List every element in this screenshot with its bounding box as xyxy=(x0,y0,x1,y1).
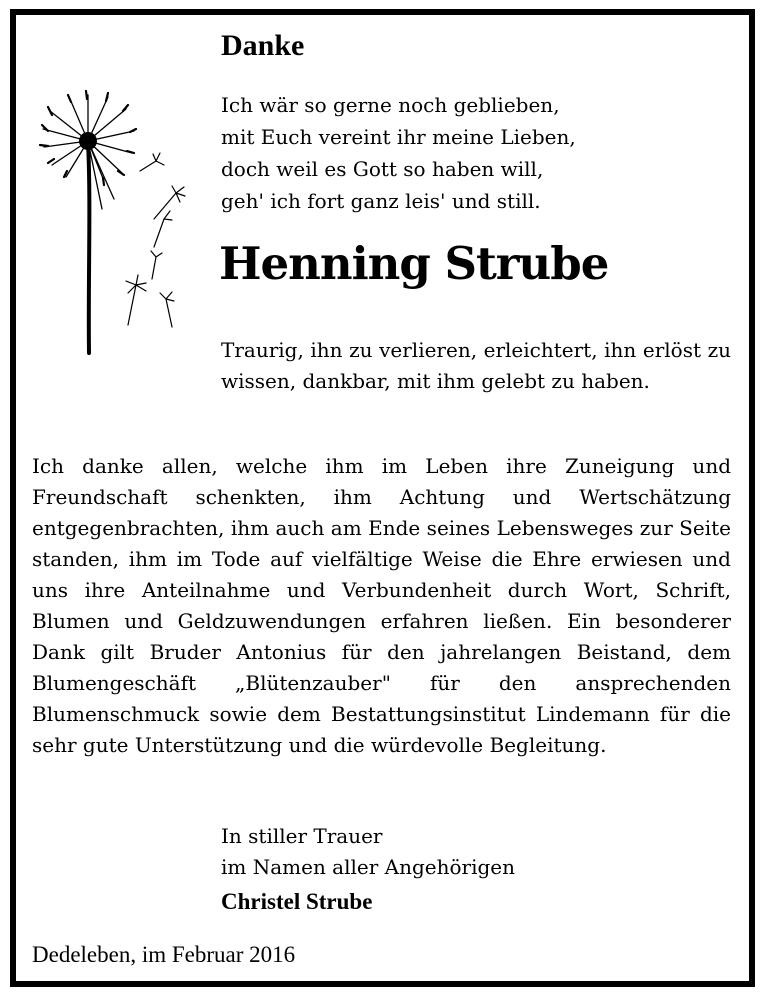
closing xyxy=(221,821,515,883)
intro-text: Traurig, ihn zu verlieren, erleichtert, ihn erlöst zu wissen, dankbar, mit ihm gelebt zu haben. xyxy=(221,338,731,393)
poem-line: geh' ich fort ganz leis' und still. xyxy=(221,189,541,213)
deceased-name: Henning Strube xyxy=(219,237,609,290)
poem-line: Ich wär so gerne noch geblieben, xyxy=(221,93,560,117)
closing-line: im Namen aller Angehörigen xyxy=(221,855,516,879)
notice-title: Danke xyxy=(221,29,305,62)
poem xyxy=(221,89,576,217)
signer-name: Christel Strube xyxy=(221,889,373,914)
poem-line: doch weil es Gott so haben will, xyxy=(221,157,544,181)
thanks-text: Ich danke allen, welche ihm im Leben ihre Zuneigung und Freundschaft schenkten, ihm Achtung und Wertschätzung entgegenbrachten, ihm auch am Ende seines Lebensweges zur Seite standen, ihm im Tode auf vielfältige Weise die Ehre erwiesen und uns ihre Anteilnahme und Verbundenheit durch Wort, Schrift, Blumen und Geldzuwendungen erfahren ließen. Ein besonderer Dank gilt Bruder Antonius für den jahrelangen Beistand, dem Blumengeschäft „Blütenzauber" für den ansprechenden Blumenschmuck sowie dem Bestattungsinstitut Lindemann für die sehr gute Unterstützung und die würdevolle Begleitung. xyxy=(32,454,731,757)
dandelion-icon xyxy=(28,81,198,371)
closing-line: In stiller Trauer xyxy=(221,824,383,848)
poem-line: mit Euch vereint ihr meine Lieben, xyxy=(221,125,576,149)
obituary-frame xyxy=(10,9,755,987)
place-date: Dedeleben, im Februar 2016 xyxy=(32,942,296,967)
